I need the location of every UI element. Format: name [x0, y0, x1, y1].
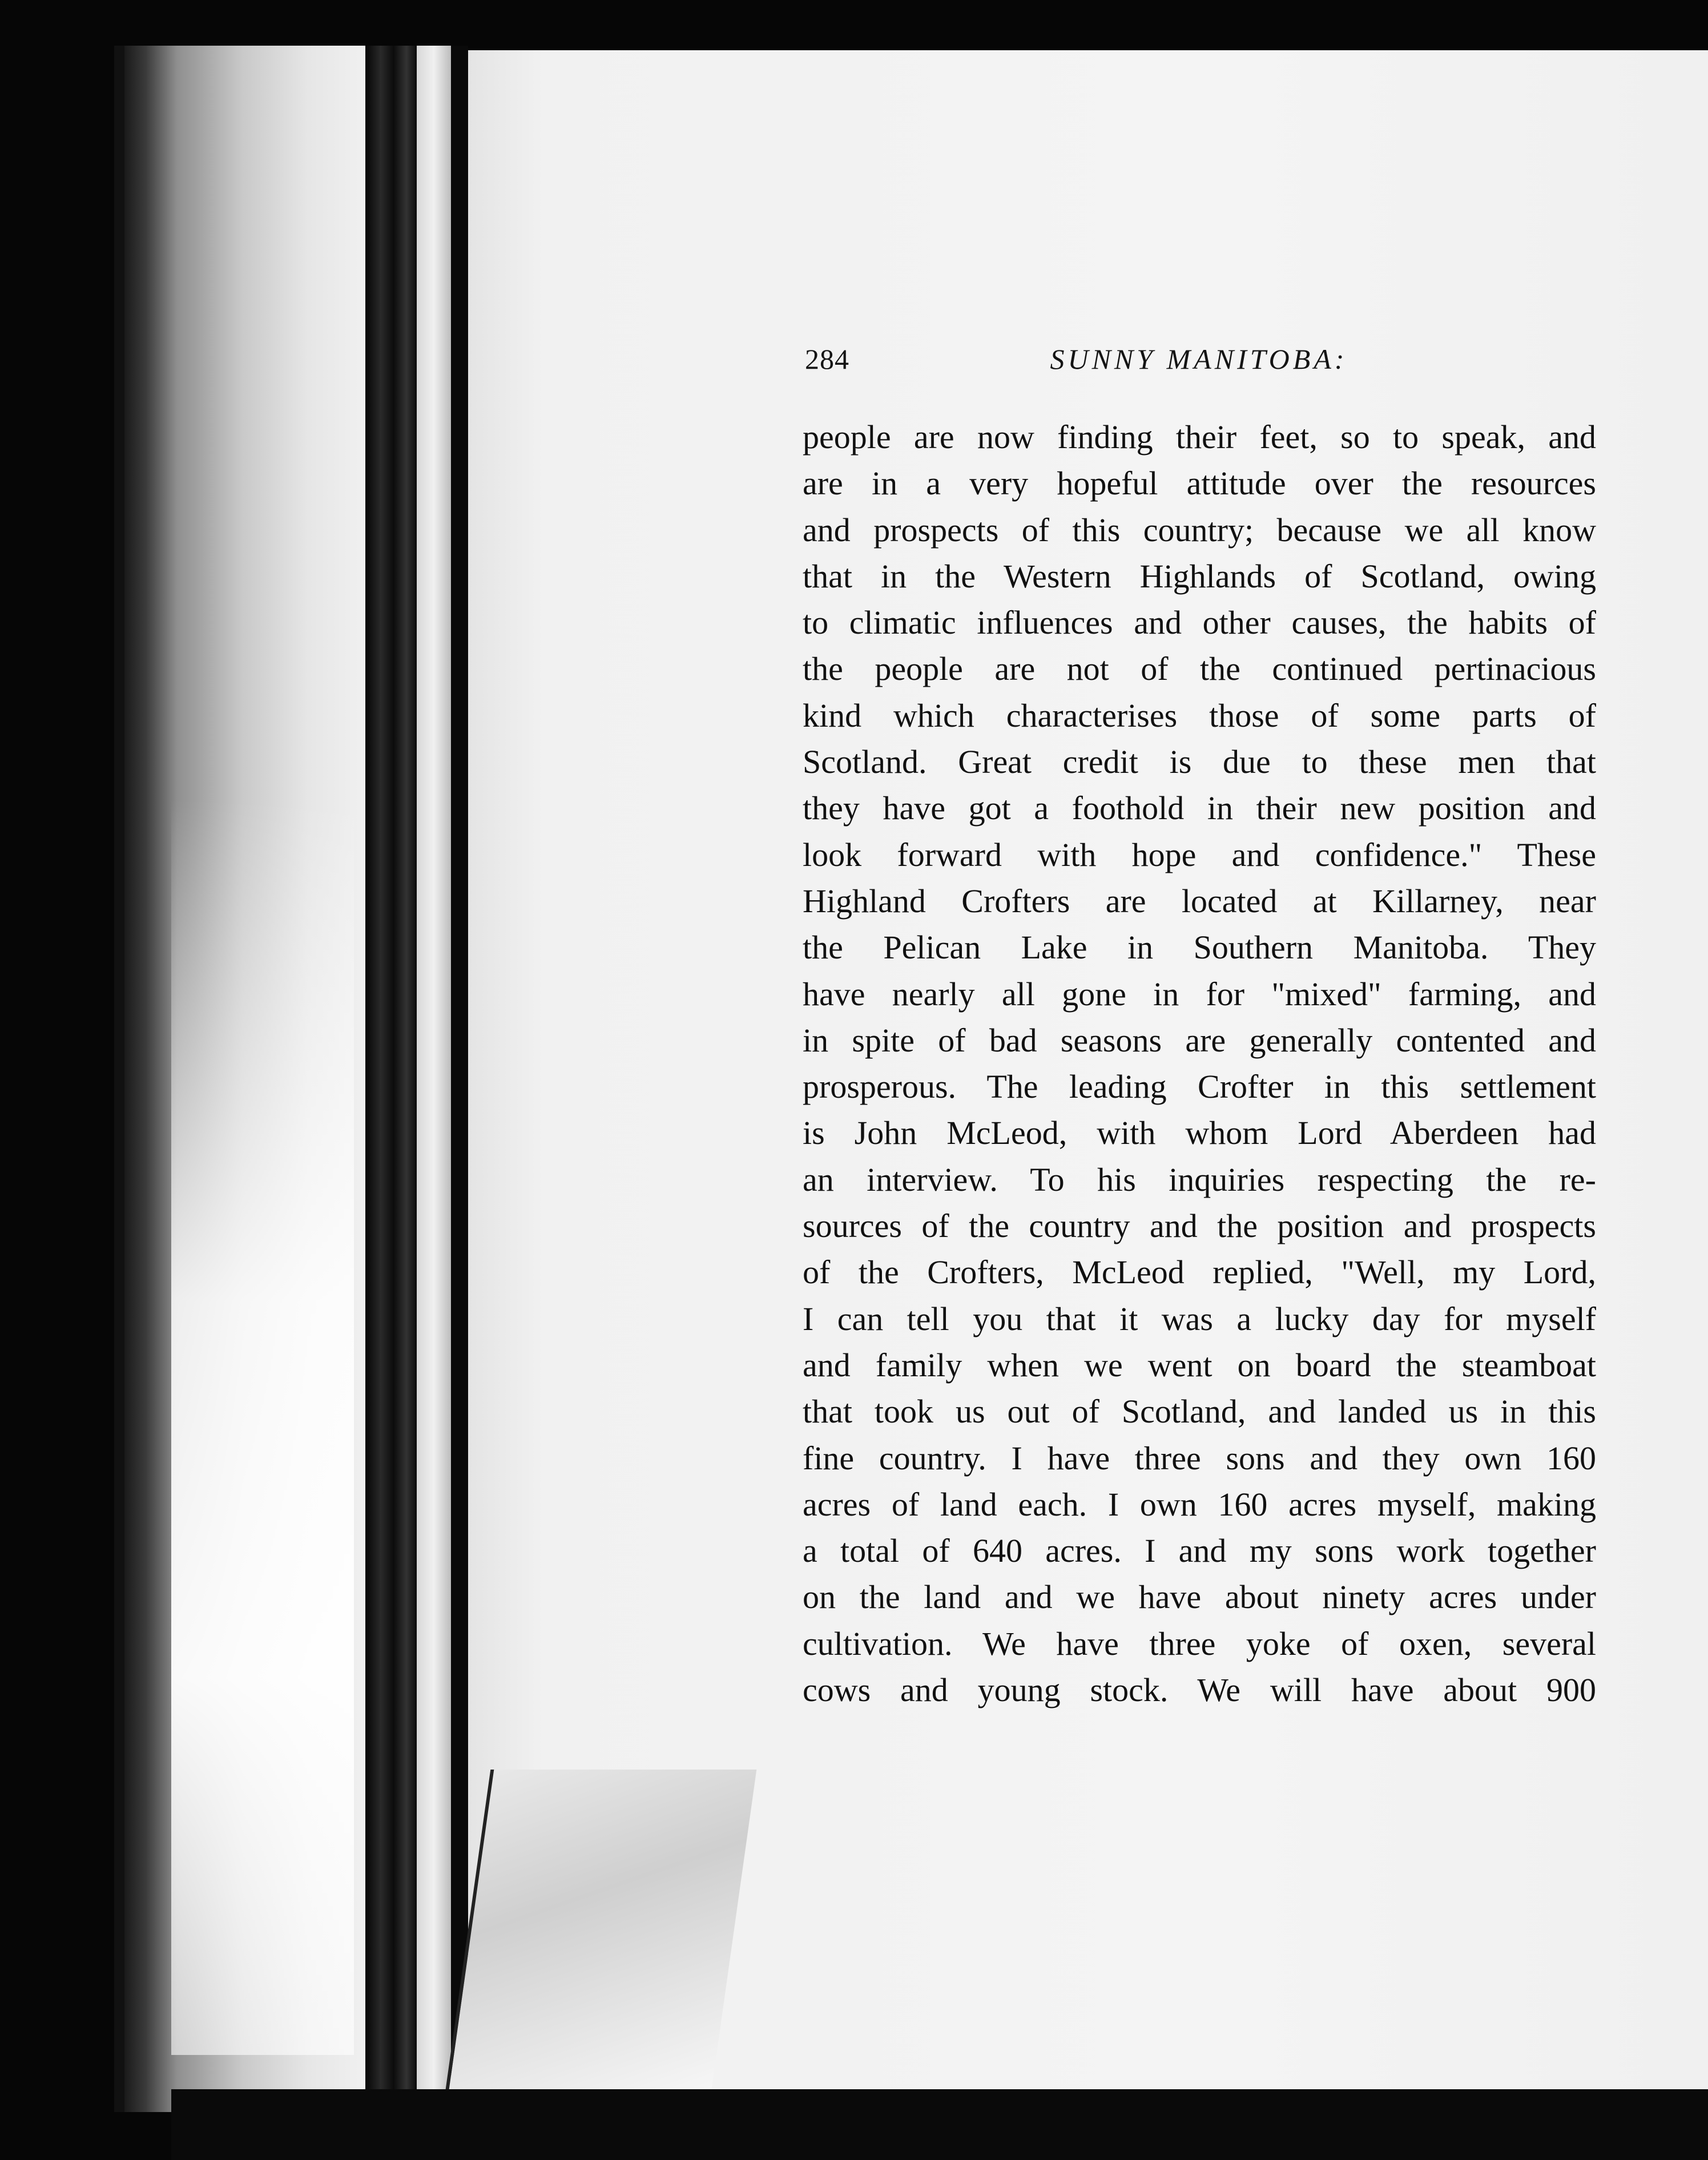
- text-line: prosperous. The leading Crofter in this settlement: [803, 1068, 1596, 1106]
- text-line: on the land and we have about ninety acres under: [803, 1578, 1596, 1616]
- text-line: acres of land each. I own 160 acres myself, making: [803, 1485, 1596, 1523]
- text-line: is John McLeod, with whom Lord Aberdeen had: [803, 1114, 1596, 1152]
- text-line: in spite of bad seasons are generally contented and: [803, 1021, 1596, 1059]
- text-line: have nearly all gone in for "mixed" farming, and: [803, 975, 1596, 1013]
- book-title: SUNNY MANITOBA:: [1050, 343, 1348, 375]
- bottom-shadow: [171, 2089, 1708, 2160]
- text-line: the Pelican Lake in Southern Manitoba. They: [803, 929, 1596, 966]
- text-line: a total of 640 acres. I and my sons work together: [803, 1532, 1596, 1570]
- text-line: Scotland. Great credit is due to these men that: [803, 743, 1596, 781]
- running-head: [805, 342, 1593, 388]
- folded-page-corner: [446, 1770, 757, 2089]
- text-line: kind which characterises those of some parts of: [803, 696, 1596, 734]
- text-line: they have got a foothold in their new position and: [803, 789, 1596, 827]
- text-line: cultivation. We have three yoke of oxen, several: [803, 1625, 1596, 1662]
- text-line: an interview. To his inquiries respecting the re-: [803, 1160, 1596, 1198]
- book-spine-gap: [417, 46, 451, 2101]
- text-line: and family when we went on board the steamboat: [803, 1346, 1596, 1384]
- text-line: look forward with hope and confidence." These: [803, 836, 1596, 873]
- text-line: of the Crofters, McLeod replied, "Well, my Lord,: [803, 1254, 1596, 1291]
- text-line: people are now finding their feet, so to speak, and: [803, 418, 1596, 456]
- text-line: cows and young stock. We will have about 900: [803, 1671, 1596, 1709]
- text-line: Highland Crofters are located at Killarney, near: [803, 882, 1596, 920]
- book-spine-shadow: [365, 46, 417, 2101]
- text-line: are in a very hopeful attitude over the resources: [803, 465, 1596, 502]
- text-line: to climatic influences and other causes, the habits of: [803, 604, 1596, 642]
- page-number: 284: [805, 343, 849, 375]
- text-line: I can tell you that it was a lucky day for myself: [803, 1300, 1596, 1337]
- text-line: that took us out of Scotland, and landed us in this: [803, 1393, 1596, 1430]
- book-spine-edge: [451, 46, 468, 2101]
- body-text: [803, 414, 1596, 1713]
- text-line: sources of the country and the position and prospects: [803, 1207, 1596, 1245]
- text-line: and prospects of this country; because we all know: [803, 511, 1596, 549]
- text-line: fine country. I have three sons and they own 160: [803, 1439, 1596, 1477]
- left-page-glare: [171, 799, 354, 2055]
- text-line: the people are not of the continued pertinacious: [803, 650, 1596, 688]
- text-line: that in the Western Highlands of Scotland, owing: [803, 557, 1596, 595]
